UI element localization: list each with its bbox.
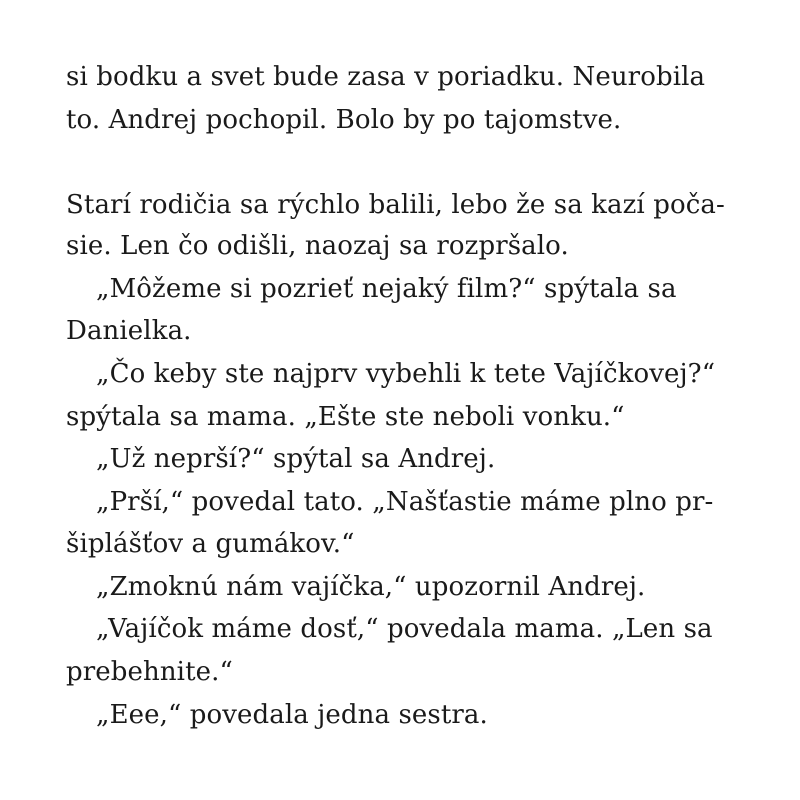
text-line: Danielka. (66, 316, 192, 346)
text-line: spýtala sa mama. „Ešte ste neboli vonku.“ (66, 402, 625, 432)
text-line: „Zmoknú nám vajíčka,“ upozornil Andrej. (96, 572, 646, 602)
text-line: šiplášťov a gumákov.“ (66, 529, 355, 559)
text-line: to. Andrej pochopil. Bolo by po tajomstve. (66, 105, 622, 135)
text-line: „Už neprší?“ spýtal sa Andrej. (96, 444, 496, 474)
text-line: si bodku a svet bude zasa v poriadku. Neurobila (66, 62, 706, 92)
text-line: prebehnite.“ (66, 657, 233, 687)
text-line: „Vajíčok máme dosť,“ povedala mama. „Len sa (96, 614, 713, 644)
text-line: Starí rodičia sa rýchlo balili, lebo že sa kazí poča- (66, 190, 725, 220)
text-line: „Prší,“ povedal tato. „Našťastie máme plno pr- (96, 487, 714, 517)
text-line: sie. Len čo odišli, naozaj sa rozpršalo. (66, 231, 569, 261)
text-line: „Eee,“ povedala jedna sestra. (96, 700, 488, 730)
text-line: „Čo keby ste najprv vybehli k tete Vajíčkovej?“ (96, 359, 716, 389)
text-line: „Môžeme si pozrieť nejaký film?“ spýtala sa (96, 274, 677, 304)
